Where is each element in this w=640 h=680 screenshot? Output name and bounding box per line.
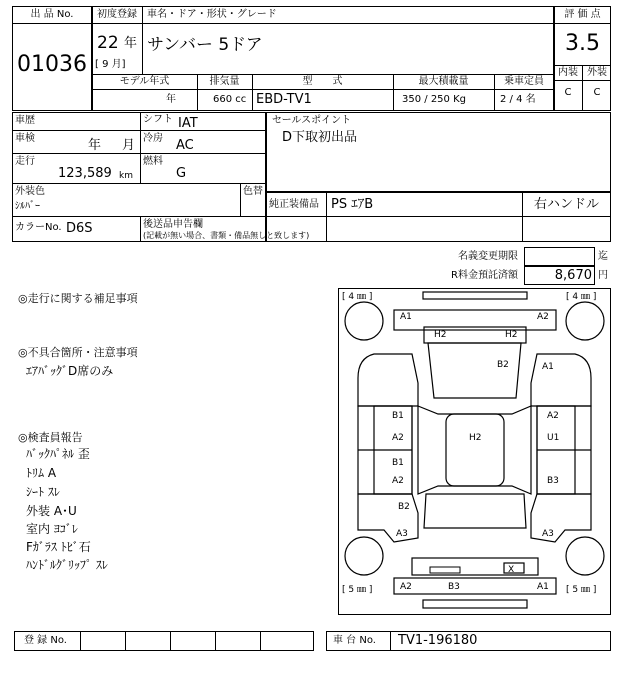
damage-mark: H2 — [505, 330, 518, 340]
mileage-label: 走行 — [15, 156, 35, 167]
damage-mark: B1 — [392, 458, 404, 468]
sales-point-text: D下取初出品 — [282, 130, 358, 145]
driving-notes-title: ◎走行に関する補足事項 — [18, 292, 138, 305]
sales-point-label: セールスポイント — [272, 115, 352, 126]
equipment-label: 純正装備品 — [269, 199, 319, 210]
repaint-label: 色替 — [243, 186, 263, 197]
damage-mark: A2 — [392, 433, 404, 443]
model-code: EBD-TV1 — [256, 92, 312, 107]
ac-label: 冷房 — [143, 133, 163, 144]
model-code-label: 型 式 — [302, 76, 343, 87]
damage-mark: B2 — [497, 360, 509, 370]
displacement-label: 排気量 — [209, 76, 240, 87]
exterior-color-value: ｼﾙﾊﾞｰ — [15, 201, 40, 212]
damage-mark: B2 — [398, 502, 410, 512]
fuel-value: G — [176, 166, 187, 181]
fuel-label: 燃料 — [143, 156, 163, 167]
exterior-label: 外装 — [587, 67, 607, 78]
damage-mark: A1 — [537, 582, 549, 592]
mileage-value: 123,589 — [58, 166, 112, 181]
inspector-report-title: ◎検査員報告 — [18, 431, 83, 444]
recycle-fee-unit: 円 — [598, 270, 608, 281]
history-label: 車歴 — [15, 115, 35, 126]
damage-mark: A2 — [400, 582, 412, 592]
model-year-unit: 年 — [166, 94, 176, 105]
handle-position: 右ハンドル — [533, 197, 599, 212]
registration-year-unit: 年 — [124, 36, 138, 51]
documents-note: (記載が無い場合、書類・備品無しと致します) — [143, 231, 310, 240]
tire-depth-rear-right: [ 5 ㎜ ] — [566, 585, 597, 595]
defects-title: ◎不具合箇所・注意事項 — [18, 346, 138, 359]
damage-mark: A3 — [396, 529, 408, 539]
max-load-label: 最大積載量 — [418, 76, 469, 87]
inspector-note: ｼｰﾄ ｽﾚ — [26, 485, 60, 499]
inspection-month-unit: 月 — [122, 138, 136, 153]
color-number: D6S — [66, 221, 93, 236]
ac-value: AC — [176, 138, 194, 153]
tire-depth-front-right: [ 4 ㎜ ] — [566, 292, 597, 302]
rating-score: 3.5 — [565, 31, 600, 56]
damage-mark: A2 — [537, 312, 549, 322]
damage-mark: A1 — [542, 362, 554, 372]
mileage-unit: km — [119, 171, 133, 181]
max-load-value: 350 / 250 Kg — [402, 94, 466, 105]
capacity-value: 2 / 4 名 — [500, 94, 536, 105]
lot-number-label: 出 品 No. — [30, 9, 74, 20]
damage-mark: X — [508, 565, 515, 575]
inspector-note: ﾊﾞｯｸﾊﾟﾈﾙ 歪 — [26, 447, 90, 461]
inspection-label: 車検 — [15, 133, 35, 144]
exterior-grade: C — [593, 87, 601, 98]
exterior-color-label: 外装色 — [15, 186, 45, 197]
damage-mark: A3 — [542, 529, 554, 539]
lot-number: 01036 — [17, 52, 87, 77]
damage-mark: B3 — [448, 582, 460, 592]
documents-label: 後送品申告欄 — [143, 219, 203, 230]
inspector-note: Fｶﾞﾗｽ ﾄﾋﾞ石 — [26, 540, 91, 554]
inspector-note: 室内 ﾖｺﾞﾚ — [26, 522, 78, 536]
registration-year: 22 — [97, 33, 119, 53]
car-name: サンバー 5ドア — [147, 35, 263, 55]
car-name-label: 車名・ドア・形状・グレード — [147, 9, 277, 20]
inspection-year-unit: 年 — [88, 138, 102, 153]
car-body-diagram — [338, 288, 611, 615]
damage-mark: H2 — [434, 330, 447, 340]
inspector-note: 外装 A･U — [26, 504, 77, 518]
color-number-label: カラーNo. — [15, 222, 62, 233]
chassis-number: TV1-196180 — [398, 633, 478, 648]
chassis-number-label: 車 台 No. — [333, 635, 376, 646]
damage-mark: B1 — [392, 411, 404, 421]
damage-mark: A2 — [392, 476, 404, 486]
damage-mark: A2 — [547, 411, 559, 421]
registration-month: [ 9 月] — [95, 59, 126, 70]
tire-depth-rear-left: [ 5 ㎜ ] — [342, 585, 373, 595]
name-change-label: 名義変更期限 — [458, 251, 518, 262]
vehicle-header-box — [92, 6, 554, 111]
inspector-note: ﾄﾘﾑ A — [26, 466, 57, 480]
tire-depth-front-left: [ 4 ㎜ ] — [342, 292, 373, 302]
displacement-value: 660 cc — [213, 94, 247, 105]
shift-label: シフト — [143, 114, 173, 125]
model-year-label: モデル年式 — [119, 76, 170, 87]
first-registration-label: 初度登録 — [97, 9, 137, 20]
damage-mark: H2 — [469, 433, 482, 443]
inspector-note: ﾊﾝﾄﾞﾙｸﾞﾘｯﾌﾟ ｽﾚ — [26, 558, 108, 572]
damage-mark: A1 — [400, 312, 412, 322]
damage-mark: B3 — [547, 476, 559, 486]
rating-label: 評 価 点 — [564, 9, 601, 20]
recycle-fee-label: R料金預託済額 — [451, 270, 518, 281]
interior-grade: C — [564, 87, 572, 98]
registration-number-label: 登 録 No. — [24, 635, 67, 646]
equipment-value: PS ｴｱB — [331, 197, 374, 212]
damage-mark: U1 — [547, 433, 560, 443]
name-change-unit: 迄 — [598, 251, 608, 262]
recycle-fee-amount: 8,670 — [554, 268, 592, 283]
defects-text: ｴｱﾊﾞｯｸﾞD席のみ — [26, 364, 114, 378]
interior-label: 内装 — [558, 67, 578, 78]
name-change-box — [524, 247, 595, 266]
shift-value: IAT — [178, 116, 198, 131]
capacity-label: 乗車定員 — [504, 76, 544, 87]
